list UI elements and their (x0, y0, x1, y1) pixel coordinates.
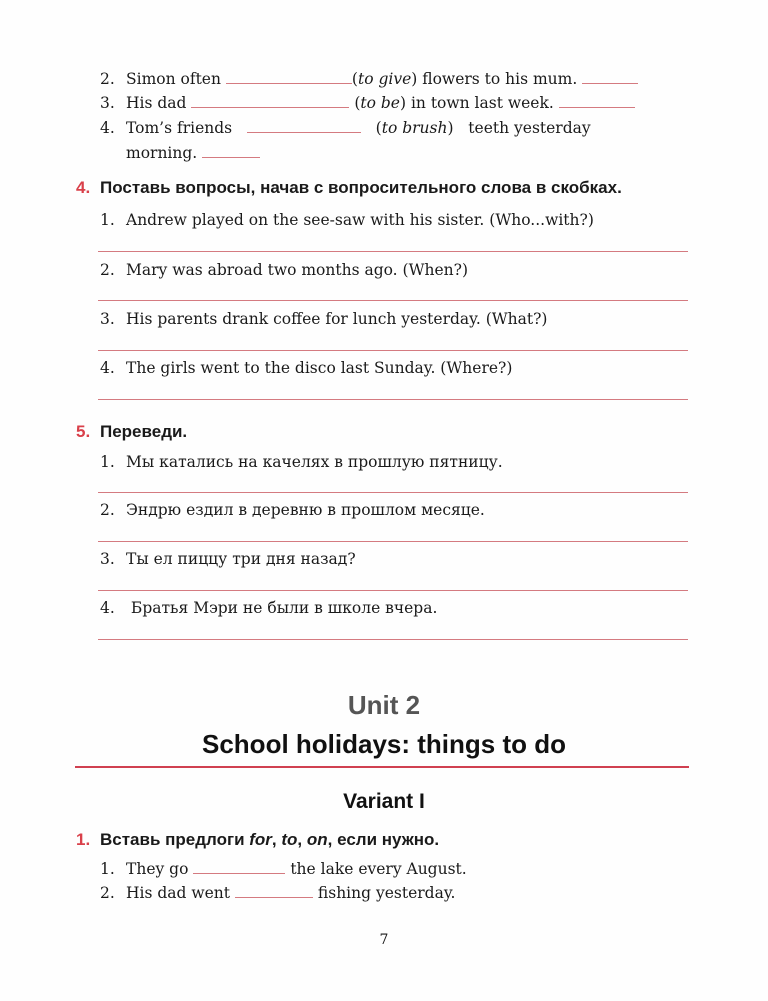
item-text: His dad (126, 94, 187, 112)
item-text: flowers to his mum. (422, 70, 578, 88)
exercise-item: 3. His dad (to be) in town last week. (100, 93, 635, 113)
answer-line[interactable] (98, 492, 688, 493)
verb-hint: to give (357, 70, 412, 88)
question-item (100, 210, 594, 230)
unit-title: School holidays: things to do (202, 729, 566, 759)
item-number: 4. (100, 119, 115, 137)
item-text: Эндрю ездил в деревню в прошлом месяце. (126, 501, 485, 519)
item-text: teeth yesterday (468, 119, 591, 137)
verb-hint: to brush (381, 119, 448, 137)
task-title: Поставь вопросы, начав с вопросительного слова в скобках. (100, 178, 622, 197)
item-number: 3. (100, 310, 115, 328)
answer-blank[interactable] (202, 143, 260, 158)
answer-blank[interactable] (235, 883, 313, 898)
task-1-heading: 1. Вставь предлоги for, to, on, если нужно. (76, 830, 440, 849)
exercise-item-continued (126, 143, 260, 163)
answer-line[interactable] (98, 300, 688, 301)
item-text: Simon often (126, 70, 221, 88)
answer-line[interactable] (98, 639, 688, 640)
item-text: in town last week. (410, 94, 554, 112)
translate-item (100, 452, 503, 472)
answer-blank[interactable] (582, 69, 638, 84)
task-5-heading (76, 421, 187, 443)
answer-blank[interactable] (559, 93, 635, 108)
item-text: morning. (126, 144, 198, 162)
item-number: 3. (100, 94, 115, 112)
item-number: 1. (100, 211, 115, 229)
item-text: the lake every August. (290, 860, 467, 878)
item-text: His parents drank coffee for lunch yesterday. (What?) (126, 310, 548, 328)
item-number: 2. (100, 261, 115, 279)
item-text: Andrew played on the see-saw with his sister. (Who...with?) (126, 211, 594, 229)
item-number: 2. (100, 70, 115, 88)
item-text: They go (126, 860, 189, 878)
task-number: 5. (76, 422, 91, 441)
answer-line[interactable] (98, 350, 688, 351)
exercise-item: 2. Simon often (to give) flowers to his mum. (100, 69, 638, 89)
variant-heading: Variant I (343, 790, 425, 813)
task-title-suffix: , если нужно. (327, 830, 440, 849)
exercise-item (100, 883, 455, 903)
item-text: Ты ел пиццу три дня назад? (126, 550, 356, 568)
task-4-heading (76, 177, 622, 199)
task-number: 4. (76, 178, 91, 197)
item-text: His dad went (126, 884, 231, 902)
item-text: Братья Мэри не были в школе вчера. (126, 599, 438, 617)
preposition: for (249, 830, 272, 849)
item-number: 2. (100, 884, 115, 902)
task-title: Вставь предлоги (100, 830, 250, 849)
task-title: Переведи. (100, 422, 188, 441)
item-text: Tom’s friends (126, 119, 233, 137)
answer-blank[interactable] (193, 859, 285, 874)
answer-line[interactable] (98, 541, 688, 542)
page-number: 7 (379, 932, 389, 948)
exercise-item (100, 859, 467, 879)
item-number: 2. (100, 501, 115, 519)
answer-blank[interactable] (191, 93, 349, 108)
question-item (100, 309, 547, 329)
answer-blank[interactable] (226, 69, 352, 84)
task-number: 1. (76, 830, 91, 849)
verb-hint: to be (360, 94, 400, 112)
unit-label: Unit 2 (347, 690, 421, 720)
item-number: 4. (100, 599, 115, 617)
preposition: on (306, 830, 328, 849)
translate-item (100, 500, 485, 520)
item-text: The girls went to the disco last Sunday. (Where?) (126, 359, 513, 377)
item-text: fishing yesterday. (317, 884, 456, 902)
item-number: 3. (100, 550, 115, 568)
title-rule (75, 766, 689, 768)
exercise-item: 4. Tom’s friends (to brush) teeth yesterday (100, 119, 591, 137)
answer-blank[interactable] (247, 118, 361, 133)
item-number: 4. (100, 359, 115, 377)
preposition: to (281, 830, 298, 849)
item-text: Mary was abroad two months ago. (When?) (126, 261, 468, 279)
question-item (100, 358, 512, 378)
item-number: 1. (100, 860, 115, 878)
item-number: 1. (100, 453, 115, 471)
question-item (100, 260, 468, 280)
answer-line[interactable] (98, 251, 688, 252)
translate-item (100, 598, 437, 618)
translate-item (100, 549, 356, 569)
item-text: Мы катались на качелях в прошлую пятницу. (126, 453, 503, 471)
answer-line[interactable] (98, 399, 688, 400)
answer-line[interactable] (98, 590, 688, 591)
